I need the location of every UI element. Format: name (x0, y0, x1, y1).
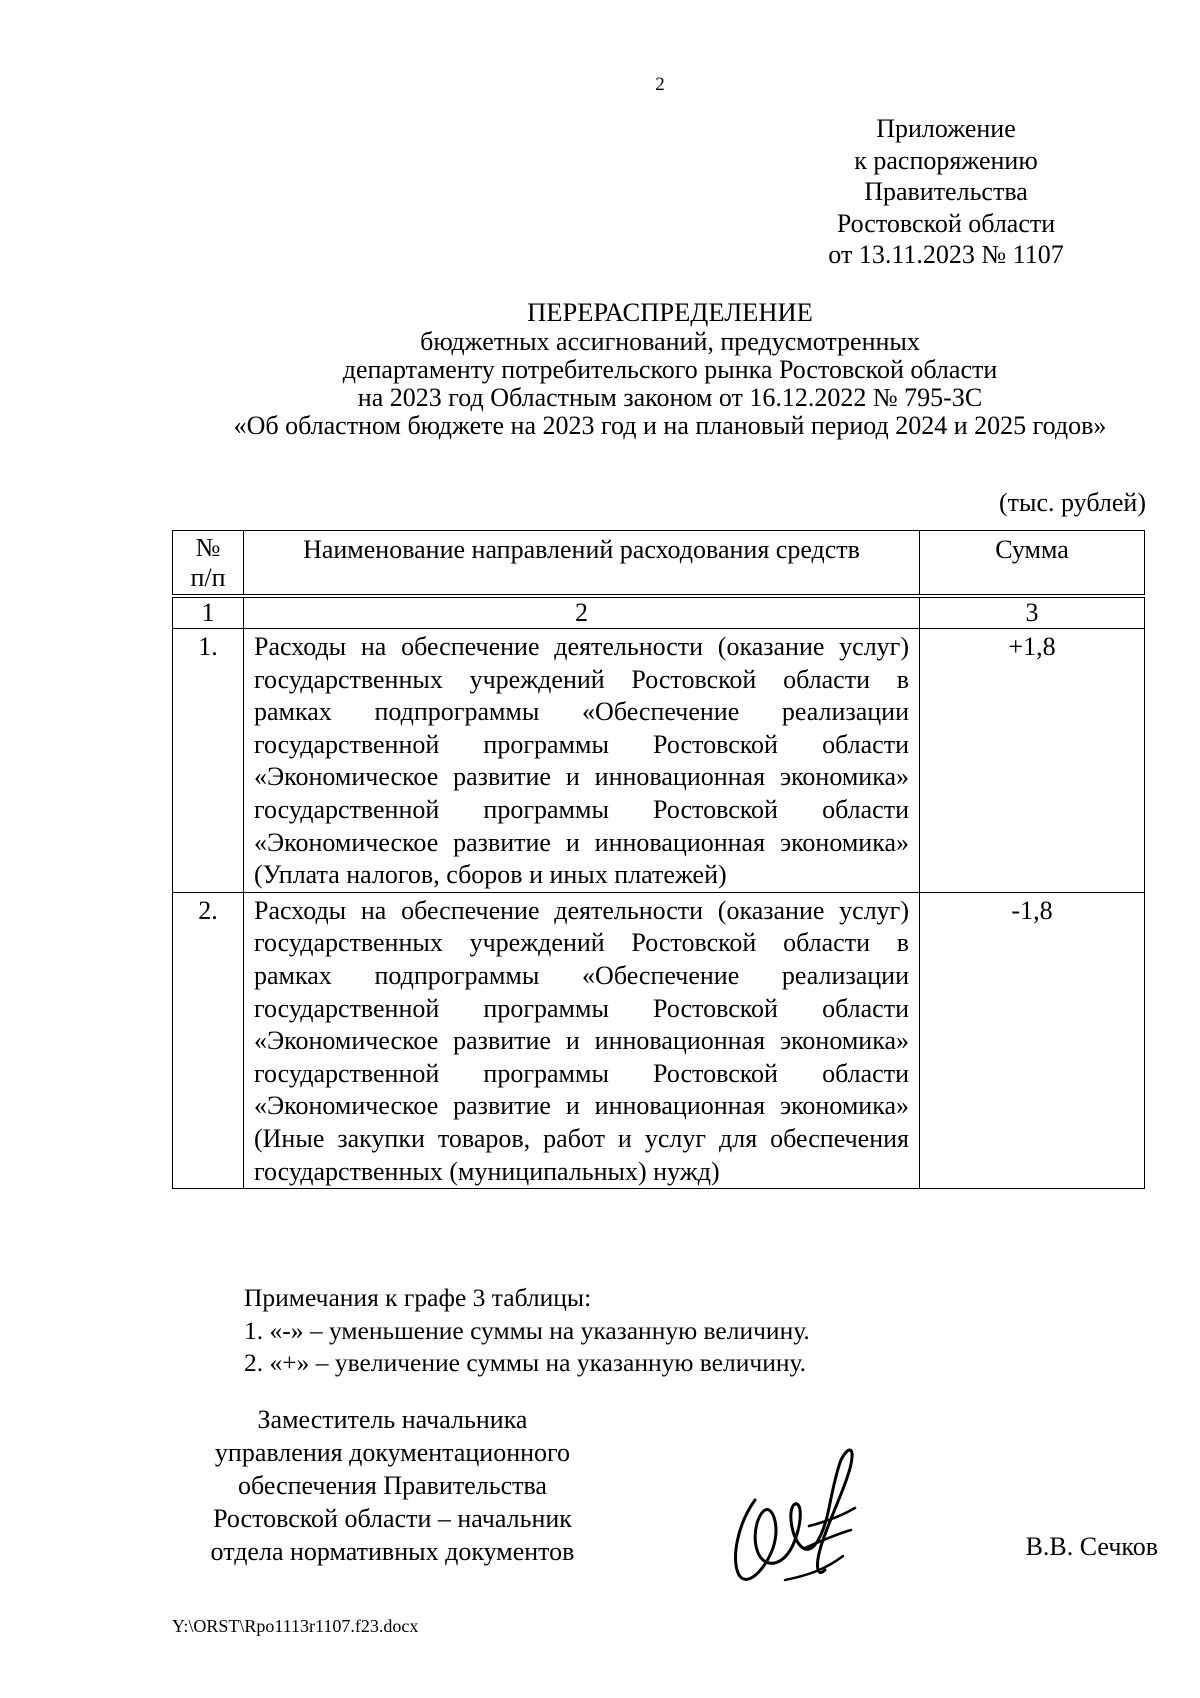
header-name: Наименование направлений расходования средств (244, 531, 920, 597)
header-number-abbr: п/п (190, 563, 226, 592)
row-number: 1. (173, 629, 244, 893)
file-path-footer: Y:\ORST\Rpo1113r1107.f23.docx (172, 1616, 419, 1636)
header-number (173, 531, 244, 597)
appendix-line: Приложение (876, 114, 1016, 143)
signer-position (170, 1403, 615, 1568)
signer-line: управления документационного (214, 1438, 571, 1467)
header-number-symbol: № (195, 533, 221, 562)
table-row (173, 629, 1145, 893)
row-description: Расходы на обеспечение деятельности (оказание услуг) государственных учреждений Ростовской области в рамках подпрограммы «Обеспечение реализации государственной программы Ростовской области «Экономическое развитие и инновационная экономика» государственной программы Ростовской области «Экономическое развитие и инновационная экономика» (Уплата налогов, сборов и иных платежей) (244, 629, 920, 893)
title-heading: ПЕРЕРАСПРЕДЕЛЕНИЕ (527, 297, 813, 327)
signer-line: обеспечения Правительства (238, 1471, 547, 1500)
document-title (170, 296, 1170, 440)
note-item: 1. «-» – уменьшение суммы на указанную величину. (244, 1315, 810, 1345)
table-header-row (173, 531, 1145, 597)
row-number: 2. (173, 892, 244, 1188)
index-cell: 2 (244, 596, 920, 629)
appendix-line: от 13.11.2023 № 1107 (828, 240, 1064, 269)
row-description: Расходы на обеспечение деятельности (оказание услуг) государственных учреждений Ростовской области в рамках подпрограммы «Обеспечение реализации государственной программы Ростовской области «Экономическое развитие и инновационная экономика» государственной программы Ростовской области «Экономическое развитие и инновационная экономика» (Иные закупки товаров, работ и услуг для обеспечения государственных (муниципальных) нужд) (244, 892, 920, 1188)
page-number: 2 (655, 74, 665, 95)
note-item: 2. «+» – увеличение суммы на указанную величину. (244, 1348, 807, 1377)
table-row (173, 892, 1145, 1188)
units-label: (тыс. рублей) (998, 488, 1146, 517)
signer-line: Заместитель начальника (257, 1405, 528, 1434)
title-line: бюджетных ассигнований, предусмотренных (420, 327, 920, 356)
index-cell: 1 (173, 596, 244, 629)
header-sum: Сумма (920, 531, 1145, 597)
row-sum: +1,8 (920, 629, 1145, 893)
title-line: «Об областном бюджете на 2023 год и на плановый период 2024 и 2025 годов» (233, 411, 1107, 440)
notes-title: Примечания к графе 3 таблицы: (244, 1283, 592, 1312)
signer-name: В.В. Сечков (1025, 1532, 1158, 1561)
signer-line: отдела нормативных документов (210, 1537, 575, 1566)
notes-block (244, 1282, 810, 1380)
table-index-row (173, 596, 1145, 629)
title-line: департаменту потребительского рынка Ростовской области (342, 355, 998, 384)
appendix-line: Правительства (864, 177, 1028, 206)
row-sum: -1,8 (920, 892, 1145, 1188)
title-line: на 2023 год Областным законом от 16.12.2022 № 795-ЗС (357, 383, 983, 412)
allocation-table (172, 530, 1145, 1189)
handwritten-signature (725, 1430, 885, 1600)
appendix-block (796, 113, 1096, 271)
signer-line: Ростовской области – начальник (213, 1504, 572, 1533)
appendix-line: Ростовской области (836, 208, 1056, 238)
index-cell: 3 (920, 596, 1145, 629)
appendix-line: к распоряжению (854, 145, 1038, 175)
